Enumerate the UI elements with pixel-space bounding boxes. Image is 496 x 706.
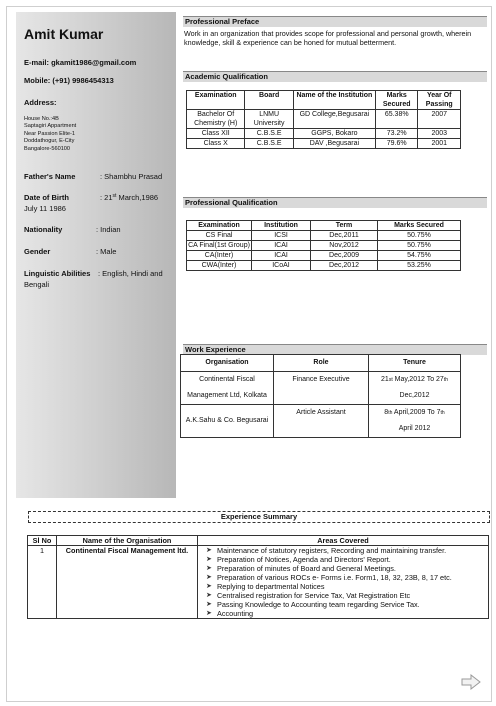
table-cell: 2007: [418, 110, 461, 129]
tenure-range: April,2009 To 7: [392, 409, 441, 416]
dob-line2: July 11 1986: [24, 204, 66, 213]
gender-value: : Male: [96, 247, 117, 256]
table-cell: 50.75%: [378, 231, 461, 241]
preface-text: Work in an organization that provides scope for professional and personal growth, wherein knowledge, skill & experience can be honed for mutual betterment.: [184, 29, 472, 47]
tenure-start-day: 21: [381, 376, 389, 383]
sidebar: [16, 12, 176, 498]
arrow-bullet-icon: ➤: [206, 574, 212, 581]
table-header: Institution: [252, 221, 311, 231]
table-cell: CS Final: [187, 231, 252, 241]
address-line: House No.:4B: [24, 116, 59, 122]
table-row: [181, 372, 461, 405]
table-cell: Dec,2011: [311, 231, 378, 241]
email-line: E-mail: gkamit1986@gmail.com: [24, 58, 137, 67]
dob-label: Date of Birth: [24, 193, 69, 202]
address-block: [24, 116, 76, 153]
table-header-row: [28, 536, 489, 546]
work-table: [180, 354, 461, 438]
table-cell: 50.75%: [378, 241, 461, 251]
list-item: [204, 564, 487, 573]
tenure-suffix: th: [388, 410, 393, 416]
address-line: Saptagiri Appartment: [24, 123, 77, 130]
arrow-bullet-icon: ➤: [206, 583, 212, 590]
table-header: Name of the Organisation: [57, 536, 198, 546]
list-item-text: Passing Knowledge to Accounting team regarding Service Tax.: [217, 600, 420, 609]
table-cell: Bachelor Of Chemistry (H): [187, 110, 245, 129]
list-item: [204, 582, 487, 591]
mobile-line: Mobile: (+91) 9986454313: [24, 76, 114, 85]
list-item-text: Preparation of minutes of Board and General Meetings.: [217, 564, 396, 573]
tenure-start-day: 8: [384, 409, 389, 416]
table-header: Organisation: [181, 355, 274, 372]
linguistic-label: Linguistic Abilities: [24, 269, 91, 278]
linguistic-line2: Bengali: [24, 280, 50, 289]
academic-table: [186, 90, 461, 149]
address-label: Address:: [24, 98, 57, 107]
table-cell: 53.25%: [378, 261, 461, 271]
table-cell: 79.6%: [375, 139, 418, 149]
table-row: [187, 261, 461, 271]
table-cell: 1: [28, 546, 57, 619]
address-line: Near Passion Elite-1: [24, 130, 75, 137]
table-row: [181, 405, 461, 438]
dob-day: : 21: [100, 193, 113, 202]
table-cell: ICoAI: [252, 261, 311, 271]
table-cell: Nov,2012: [311, 241, 378, 251]
table-header: Examination: [187, 91, 245, 110]
next-arrow-icon[interactable]: [460, 674, 482, 690]
dob-month-year: March,1986: [116, 193, 159, 202]
table-cell: Continental Fiscal Management Ltd, Kolkata: [181, 372, 274, 405]
table-header: Sl No: [28, 536, 57, 546]
table-row: [187, 231, 461, 241]
tenure-suffix: th: [440, 410, 445, 416]
table-cell: LNMU University: [245, 110, 293, 129]
table-cell: 2001: [418, 139, 461, 149]
table-cell: CA(Inter): [187, 251, 252, 261]
preface-title: Professional Preface: [183, 16, 487, 27]
list-item: [204, 555, 487, 564]
address-line: Doddathogur, E-City: [24, 138, 75, 145]
table-cell: Dec,2009: [311, 251, 378, 261]
table-header: Examination: [187, 221, 252, 231]
list-item: [204, 573, 487, 582]
table-row: [28, 546, 489, 619]
table-header-row: [187, 221, 461, 231]
list-item-text: Accounting: [217, 609, 254, 618]
father-value: : Shambhu Prasad: [100, 172, 163, 181]
list-item-text: Maintenance of statutory registers, Recording and maintaining transfer.: [217, 546, 447, 555]
table-cell: Class XII: [187, 129, 245, 139]
experience-table: [27, 535, 489, 619]
list-item-text: Preparation of Notices, Agenda and Directors' Report.: [217, 555, 391, 564]
work-title: Work Experience: [183, 344, 487, 355]
dob-suffix: st: [112, 193, 117, 199]
nationality-value: : Indian: [96, 225, 121, 234]
table-cell: 73.2%: [375, 129, 418, 139]
table-cell: Dec,2012: [311, 261, 378, 271]
table-row: [187, 139, 461, 149]
list-item: [204, 600, 487, 609]
table-cell: C.B.S.E: [245, 129, 293, 139]
table-header-row: [187, 91, 461, 110]
professional-title: Professional Qualification: [183, 197, 487, 208]
experience-summary-title: Experience Summary: [28, 511, 490, 523]
table-header: Term: [311, 221, 378, 231]
tenure-end: Dec,2012: [399, 392, 430, 399]
areas-list: [204, 546, 487, 618]
table-row: [187, 129, 461, 139]
arrow-bullet-icon: ➤: [206, 547, 212, 554]
arrow-bullet-icon: ➤: [206, 610, 212, 617]
father-label: Father's Name: [24, 172, 76, 181]
table-header: Board: [245, 91, 293, 110]
arrow-bullet-icon: ➤: [206, 592, 212, 599]
list-item: [204, 546, 487, 555]
linguistic-value: : English, Hindi and: [98, 269, 163, 278]
tenure-suffix: st: [388, 377, 393, 383]
table-cell: ICAI: [252, 241, 311, 251]
table-cell: CWA(Inter): [187, 261, 252, 271]
table-cell: Class X: [187, 139, 245, 149]
table-header: Marks Secured: [378, 221, 461, 231]
table-cell: Finance Executive: [274, 372, 369, 405]
address-line: Bangalore-560100: [24, 145, 71, 152]
table-cell: Article Assistant: [274, 405, 369, 438]
table-cell: CA Final(1st Group): [188, 242, 250, 249]
dob-value: [100, 193, 158, 202]
table-cell: GD College,Begusarai: [293, 110, 375, 129]
list-item: [204, 609, 487, 618]
table-header: Marks Secured: [375, 91, 418, 110]
table-cell: ICSI: [252, 231, 311, 241]
table-header: Year Of Passing: [418, 91, 461, 110]
areas-cell: [198, 546, 489, 619]
arrow-bullet-icon: ➤: [206, 565, 212, 572]
table-row: [187, 110, 461, 129]
table-cell: GGPS, Bokaro: [293, 129, 375, 139]
arrow-bullet-icon: ➤: [206, 601, 212, 608]
table-cell: 65.38%: [375, 110, 418, 129]
table-cell: [369, 405, 461, 438]
tenure-suffix: th: [443, 377, 448, 383]
list-item-text: Centralised registration for Service Tax, Vat Registration Etc: [217, 591, 411, 600]
table-row: [187, 251, 461, 261]
table-cell: 54.75%: [378, 251, 461, 261]
tenure-end: April 2012: [398, 425, 431, 432]
table-cell: ICAI: [252, 251, 311, 261]
nationality-label: Nationality: [24, 225, 63, 234]
table-header: Role: [274, 355, 369, 372]
table-cell: [369, 372, 461, 405]
professional-table: [186, 220, 461, 271]
gender-label: Gender: [24, 247, 51, 256]
arrow-bullet-icon: ➤: [206, 556, 212, 563]
tenure-range: May,2012 To 27: [392, 376, 444, 383]
academic-title: Academic Qualification: [183, 71, 487, 82]
table-cell: DAV ,Begusarai: [293, 139, 375, 149]
table-row: [187, 241, 461, 251]
table-cell: C.B.S.E: [245, 139, 293, 149]
table-cell: Continental Fiscal Management ltd.: [57, 546, 198, 619]
table-header: Areas Covered: [198, 536, 489, 546]
table-cell: 2003: [418, 129, 461, 139]
table-cell: A.K.Sahu & Co. Begusarai: [181, 405, 274, 438]
table-header-row: [181, 355, 461, 372]
list-item-text: Preparation of various ROCs e- Forms i.e. Form1, 18, 32, 23B, 8, 17 etc.: [217, 573, 452, 582]
table-header: Tenure: [369, 355, 461, 372]
candidate-name: Amit Kumar: [24, 26, 104, 42]
list-item: [204, 591, 487, 600]
list-item-text: Replying to departmental Notices: [217, 582, 325, 591]
table-header: Name of the Institution: [293, 91, 375, 110]
